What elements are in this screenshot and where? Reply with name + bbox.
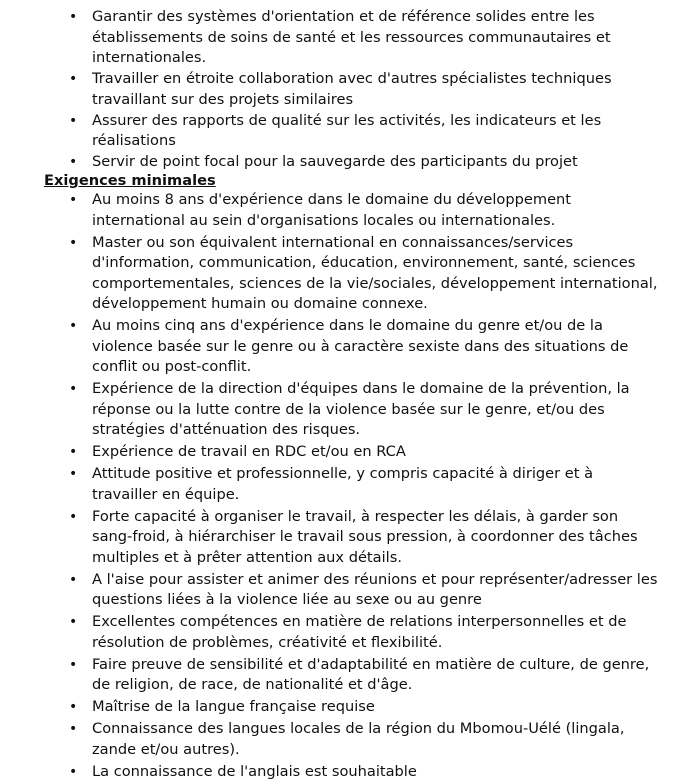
bullet-icon: • [69, 699, 78, 715]
list-item [0, 111, 700, 152]
bullet-icon: • [69, 614, 78, 630]
bullet-icon: • [69, 763, 78, 780]
list-item-text: Expérience de travail en RDC et/ou en RCA [92, 443, 406, 460]
list-item [0, 762, 700, 783]
bullet-icon: • [69, 508, 78, 525]
list-item-text: Connaissance des langues locales de la région du Mbomou-Uélé (lingala, zande et/ou autres). [92, 720, 625, 758]
list-item [0, 316, 700, 378]
list-item [0, 612, 700, 653]
list-item-text: Expérience de la direction d'équipes dans le domaine de la prévention, la réponse ou la lutte contre de la violence basée sur le genre, et/ou des stratégies d'atténuation des risques. [92, 380, 630, 438]
list-item [0, 7, 700, 69]
list-item-text: Garantir des systèmes d'orientation et de référence solides entre les établissements de soins de santé et les ressources communautaires et internationales. [92, 8, 611, 66]
list-item-text: Attitude positive et professionnelle, y compris capacité à diriger et à travailler en équipe. [92, 465, 594, 503]
requirements-list [0, 190, 700, 784]
list-item [0, 152, 700, 173]
responsibilities-list [0, 7, 700, 173]
bullet-icon: • [69, 656, 78, 673]
list-item-text: Master ou son équivalent international en connaissances/services d'information, communication, éducation, environnement, santé, sciences comportementales, sciences de la vie/sociales, développement international, développement humain ou domaine connexe. [92, 233, 658, 312]
list-item [0, 697, 700, 718]
bullet-icon: • [69, 466, 78, 482]
bullet-icon: • [69, 381, 78, 397]
list-item-text: Assurer des rapports de qualité sur les activités, les indicateurs et les réalisations [92, 111, 602, 149]
list-item-text: Forte capacité à organiser le travail, à respecter les délais, à garder son sang-froid, à hiérarchiser le travail sous pression, à coordonner des tâches multiples et à prêter attention aux détails. [92, 507, 638, 566]
list-item [0, 570, 700, 611]
bullet-icon: • [69, 192, 78, 208]
list-item [0, 507, 700, 569]
list-item-text: Servir de point focal pour la sauvegarde des participants du projet [92, 153, 578, 170]
list-item-text: Faire preuve de sensibilité et d'adaptabilité en matière de culture, de genre, de religion, de race, de nationalité et d'âge. [92, 655, 650, 693]
list-item [0, 719, 700, 760]
bullet-icon: • [69, 71, 78, 87]
list-item [0, 442, 700, 463]
bullet-icon: • [69, 234, 78, 251]
bullet-icon: • [69, 112, 78, 129]
list-item [0, 233, 700, 315]
list-item [0, 655, 700, 696]
bullet-icon: • [69, 154, 78, 170]
list-item [0, 190, 700, 231]
list-item-text: A l'aise pour assister et animer des réunions et pour représenter/adresser les questions liées à la violence liée au sexe ou au genre [92, 570, 658, 608]
list-item-text: La connaissance de l'anglais est souhaitable [92, 762, 417, 780]
bullet-icon: • [69, 571, 78, 588]
bullet-icon: • [69, 318, 78, 334]
list-item-text: Au moins cinq ans d'expérience dans le domaine du genre et/ou de la violence basée sur le genre ou à caractère sexiste dans des situations de conflit ou post-conflit. [92, 317, 629, 375]
list-item-text: Maîtrise de la langue française requise [92, 698, 375, 715]
list-item [0, 379, 700, 441]
bullet-icon: • [69, 9, 78, 25]
list-item-text: Excellentes compétences en matière de relations interpersonnelles et de résolution de problèmes, créativité et flexibilité. [92, 613, 627, 651]
bullet-icon: • [69, 444, 78, 460]
bullet-icon: • [69, 721, 78, 737]
list-item [0, 69, 700, 110]
list-item-text: Au moins 8 ans d'expérience dans le domaine du développement international au sein d'organisations locales ou internationales. [92, 191, 572, 229]
list-item [0, 464, 700, 505]
list-item-text: Travailler en étroite collaboration avec d'autres spécialistes techniques travaillant sur des projets similaires [92, 70, 612, 108]
section-title: Exigences minimales [44, 172, 216, 189]
